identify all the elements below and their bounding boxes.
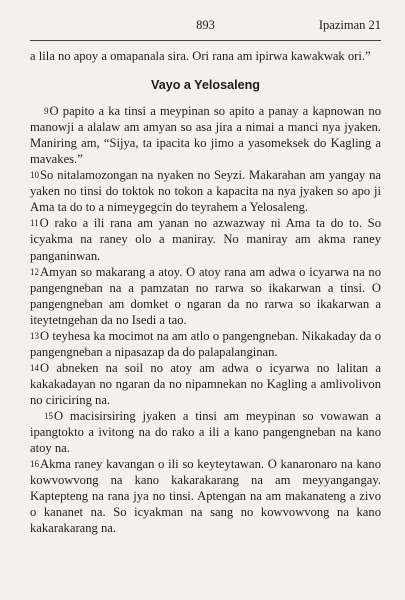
verse-12 — [30, 264, 381, 328]
verse-10 — [30, 167, 381, 215]
page-number: 893 — [196, 18, 215, 32]
verse-13 — [30, 328, 381, 360]
verse-9 — [30, 103, 381, 167]
continuation-paragraph: a lila no apoy a omapanala sira. Ori rana am ipirwa kawakwak ori.” — [30, 49, 371, 63]
verse-14 — [30, 360, 381, 408]
verse-number: 9 — [44, 106, 49, 117]
running-header — [30, 18, 381, 40]
verse-15 — [30, 408, 381, 456]
verse-text: Akma raney kavangan o ili so keyteytawan. O kanaronaro na kano kowvowvong na kano kakarakarang na am meyyangangay. Kaptepteng na rana jya no tinsi. Aptengan na am makanateng a zivo o kananet na. So icyakman na sang no kowvowvong na kano kakarakarang na. — [30, 457, 381, 536]
verse-number: 15 — [44, 410, 53, 421]
verse-text: O abneken na soil no atoy am adwa o icyarwa no lalitan a kakakadayan no ngaran da no nipamnekan no Kagling a amlivolivon no ciriciring na. — [30, 360, 381, 407]
book-reference: Ipaziman 21 — [318, 18, 381, 32]
verse-text: O papito a ka tinsi a meypinan so apito a panay a kapnowan no manowji a alalaw am amyan so asa jira a nimai a manci nya jyaken. Maniring am, “Sijya, ta ipacita ko jimo a yasomeksek do Kagling a mavakes.” — [30, 104, 381, 167]
verse-number: 10 — [30, 170, 39, 181]
header-rule — [30, 40, 381, 41]
page-text — [30, 48, 381, 536]
verse-text: So nitalamozongan na nyaken no Seyzi. Makarahan am yangay na yaken no tinsi do toktok no tokon a kapacita na nya jyaken so apo ji Ama ta do to a nimeygegcin do teyrahem a Yelosaleng. — [30, 168, 381, 215]
verse-number: 12 — [30, 266, 39, 277]
verse-text: O teyhesa ka mocimot na am atlo o pangengneban. Nikakaday da o pangengneban a nipasazap da do palapalanginan. — [30, 328, 381, 359]
verse-number: 14 — [30, 362, 39, 373]
section-heading: Vayo a Yelosaleng — [151, 78, 260, 93]
verse-11 — [30, 215, 381, 263]
verse-number: 11 — [30, 218, 39, 229]
verse-number: 13 — [30, 330, 39, 341]
verse-text: O macisirsiring jyaken a tinsi am meypinan so vowawan a ipangtokto a ivitong na do rako a ili a kano pangengneban na kano atoy na. — [30, 408, 381, 456]
verse-text: Amyan so makarang a atoy. O atoy rana am adwa o icyarwa na no pangengneban na a pamzatan no rarwa so ikakarwan a tinsi. O pangengneban am domket o ngaran da no rarwa so ikakarwan a iteytetngehan da no Isedi a tao. — [30, 264, 381, 327]
verse-16 — [30, 456, 381, 536]
verse-text: O rako a ili rana am yanan no azwazway ni Ama ta do to. So icyakma na raney olo a maniray. No maniray am akma raney panganinwan. — [30, 216, 381, 263]
verse-number: 16 — [30, 459, 39, 470]
